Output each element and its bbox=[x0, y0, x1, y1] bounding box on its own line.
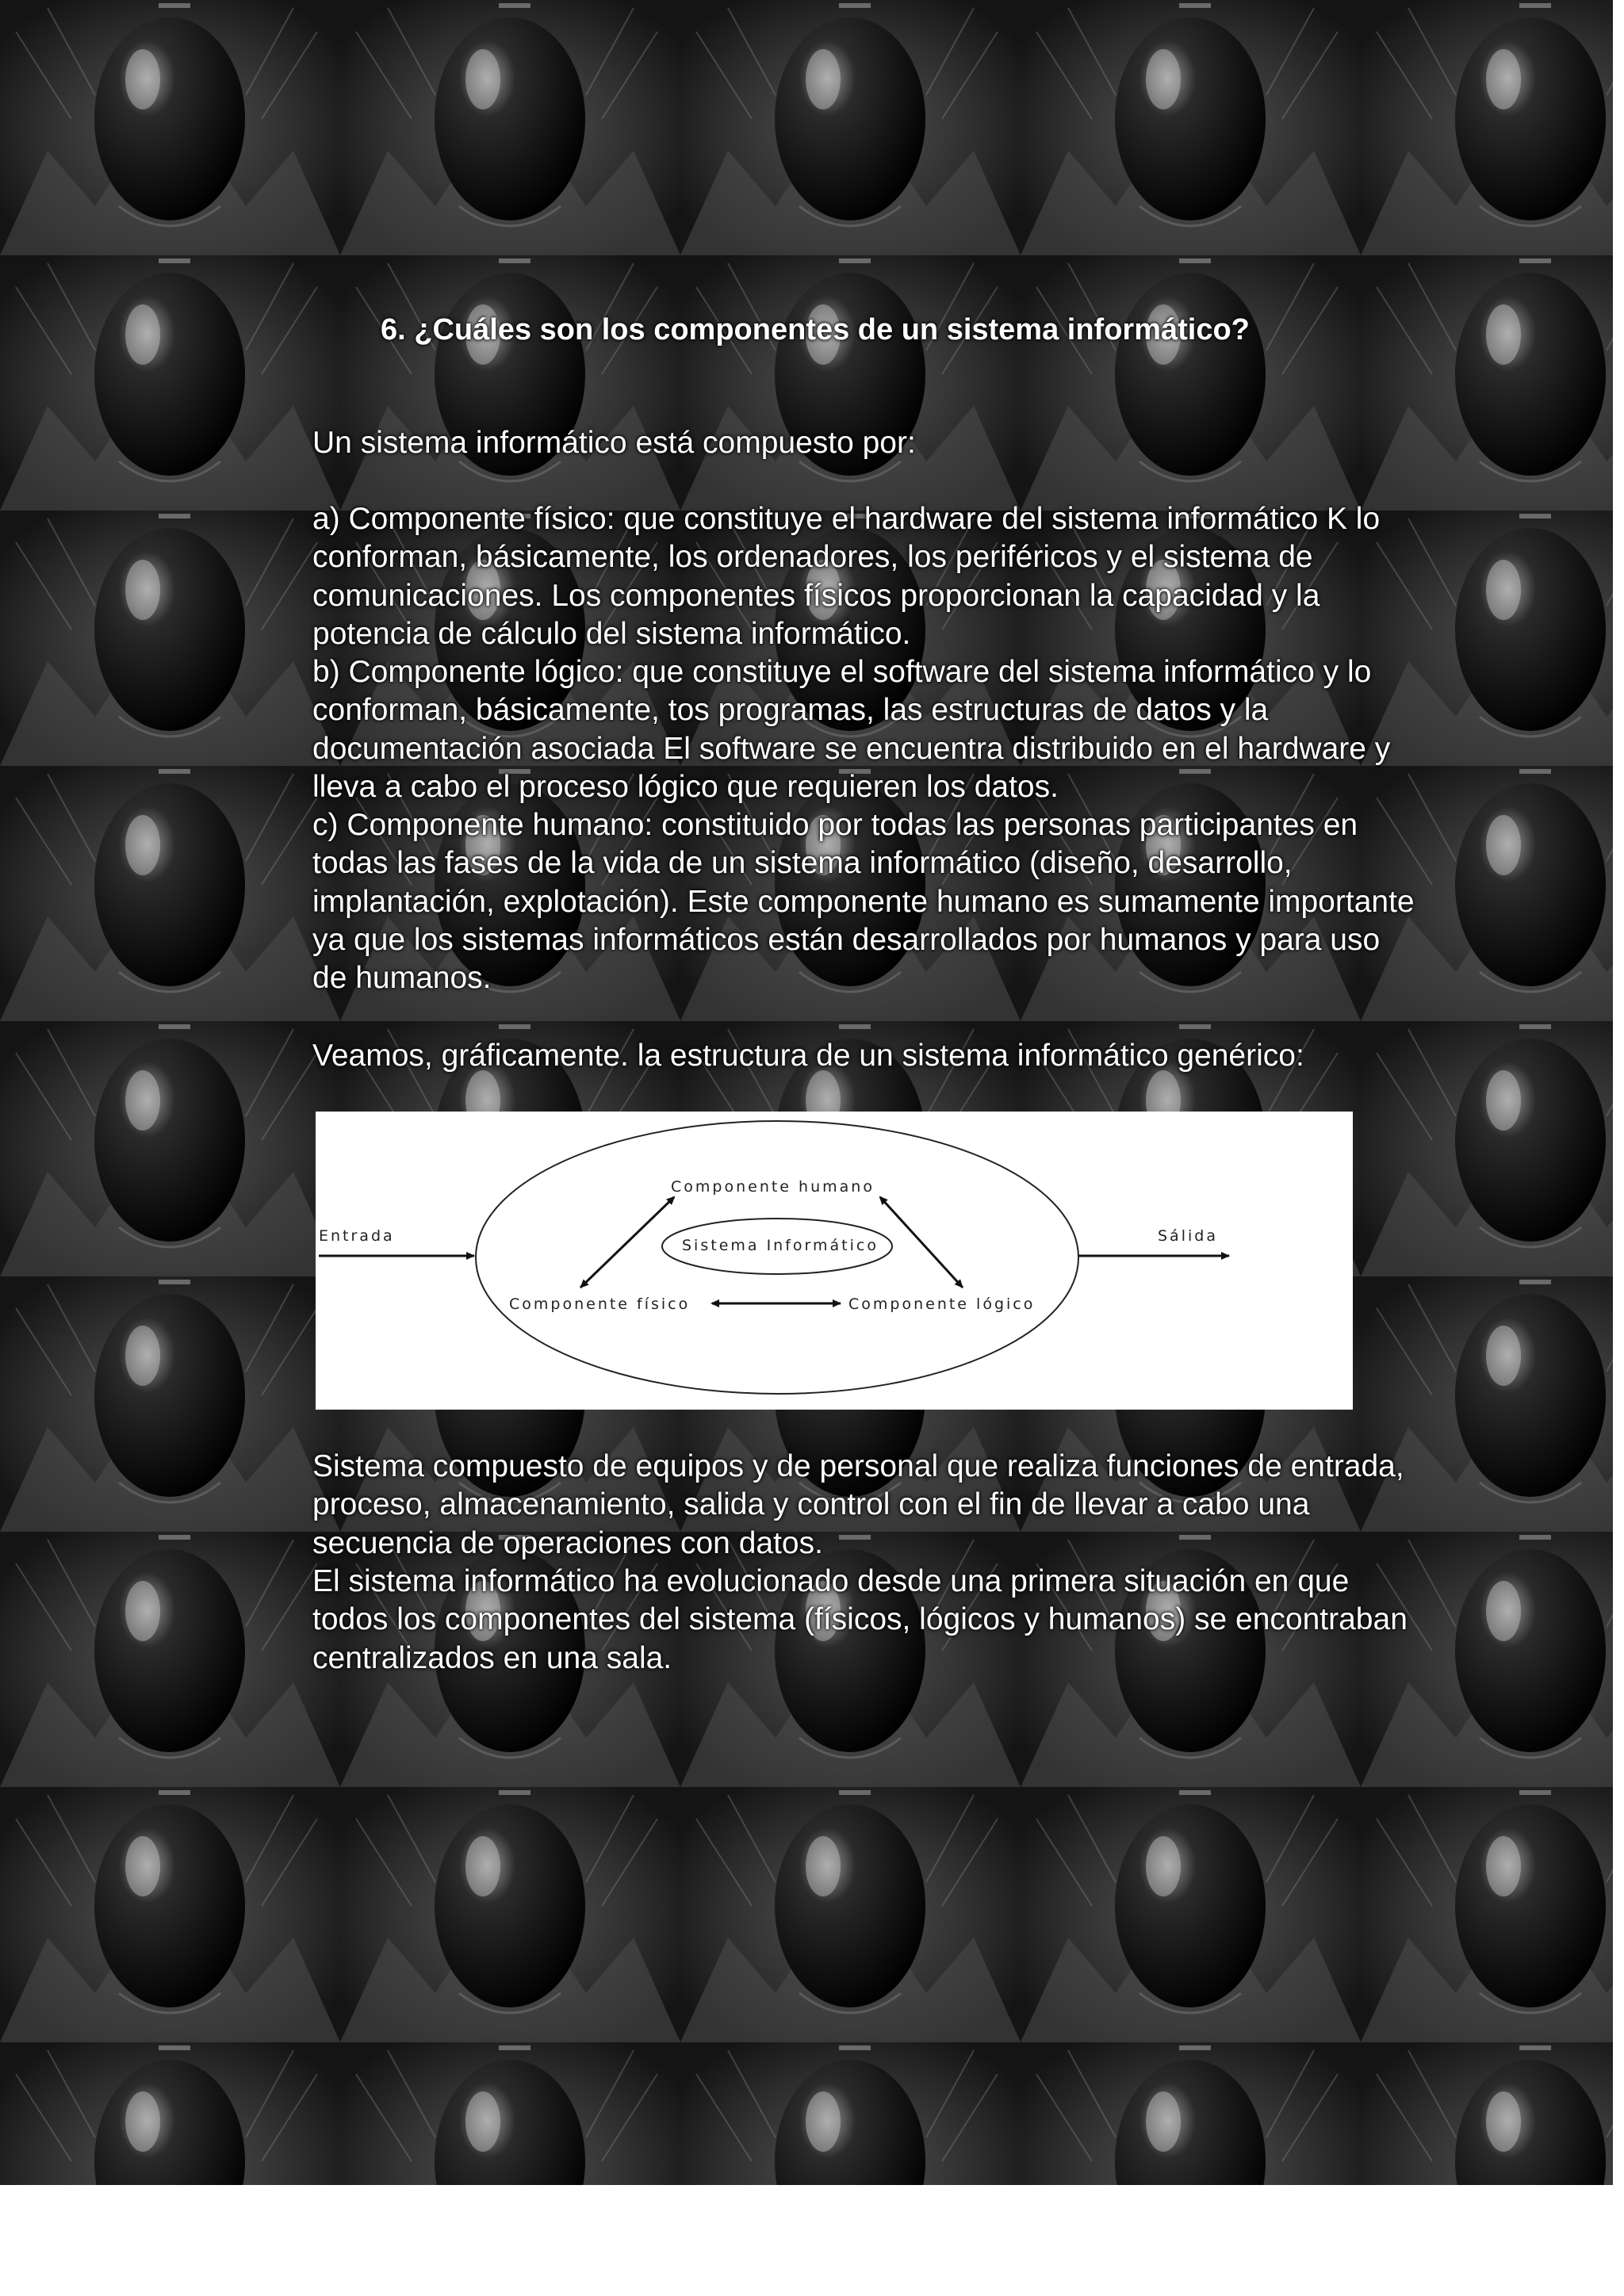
page-title: 6. ¿Cuáles son los componentes de un sistema informático? bbox=[381, 313, 1250, 346]
graph-intro-text: Veamos, gráficamente. la estructura de un sistema informático genérico: bbox=[312, 1039, 1304, 1073]
label-componente-humano: Componente humano bbox=[671, 1178, 875, 1196]
diagram-drawing bbox=[316, 1112, 1353, 1410]
component-logico-text: b) Componente lógico: que constituye el software del sistema informático y lo conforman, básicamente, tos programas, las estructuras de datos y la documentación asociada El software se encuentra distribuido en el hardware y lleva a cabo el proceso lógico que requieren los datos. bbox=[312, 655, 1391, 804]
label-entrada: Entrada bbox=[319, 1227, 395, 1245]
closing-evolution-text: El sistema informático ha evolucionado desde una primera situación en que todos los componentes del sistema (físicos, lógicos y humanos) se encontraban centralizados en una sala. bbox=[312, 1564, 1408, 1675]
label-sistema-informatico: Sistema Informático bbox=[682, 1237, 879, 1254]
human-physical-arrow bbox=[580, 1197, 674, 1288]
intro-text: Un sistema informático está compuesto por: bbox=[312, 426, 916, 460]
human-logical-arrow bbox=[880, 1197, 963, 1288]
component-humano-text: c) Componente humano: constituido por todas las personas participantes en todas las fases de la vida de un sistema informático (diseño, desarrollo, implantación, explotación). Este componente humano es sumamente importante ya que los sistemas informáticos están desarrollados por humanos y para uso de humanos. bbox=[312, 808, 1415, 996]
system-structure-diagram bbox=[316, 1112, 1353, 1410]
closing-definition-text: Sistema compuesto de equipos y de personal que realiza funciones de entrada, proceso, almacenamiento, salida y control con el fin de llevar a cabo una secuencia de operaciones con datos. bbox=[312, 1449, 1404, 1560]
label-componente-logico: Componente lógico bbox=[848, 1295, 1036, 1313]
label-componente-fisico: Componente físico bbox=[509, 1295, 691, 1313]
component-fisico-text: a) Componente físico: que constituye el hardware del sistema informático K lo conforman, básicamente, los ordenadores, los periféricos y el sistema de comunicaciones. Los componentes físicos proporcionan la capacidad y la potencia de cálculo del sistema informático. bbox=[312, 502, 1381, 651]
label-salida: Sálida bbox=[1158, 1227, 1218, 1245]
outer-ellipse bbox=[476, 1121, 1078, 1394]
